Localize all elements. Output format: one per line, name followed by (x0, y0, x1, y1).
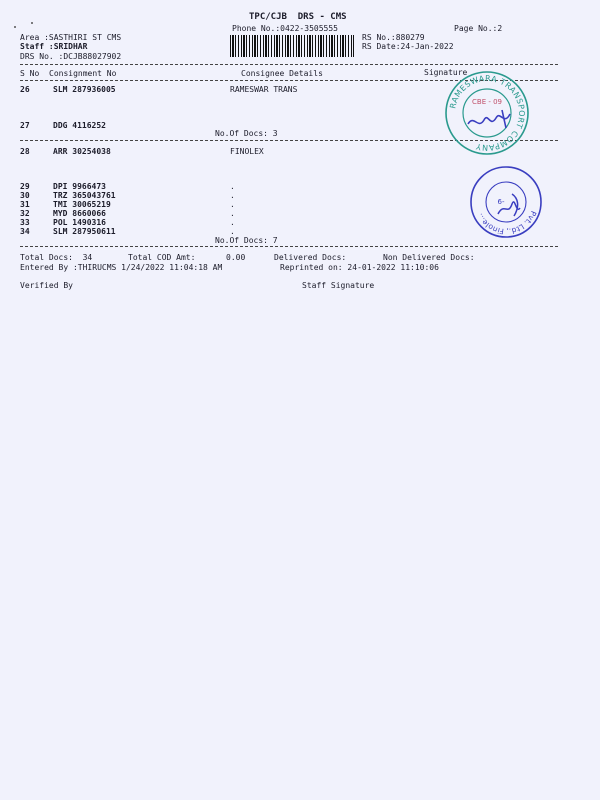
barcode (230, 35, 354, 57)
total-docs: Total Docs: 34 (20, 253, 93, 262)
stamp-center-text: CBE - 09 (472, 98, 502, 106)
row-sno: 26 (20, 85, 30, 94)
row-sno: 31 (20, 200, 30, 209)
total-cod-label: Total COD Amt: (128, 253, 196, 262)
row-sno: 33 (20, 218, 30, 227)
area-field: Area :SASTHIRI ST CMS (20, 33, 122, 42)
row-consignment: TMI 30065219 (53, 200, 111, 209)
row-consignment: TRZ 365043761 (53, 191, 116, 200)
row-consignment: ARR 30254038 (53, 147, 111, 156)
staff-field: Staff :SRIDHAR (20, 42, 88, 51)
row-consignment: POL 1490316 (53, 218, 106, 227)
row-consignee: . (230, 182, 235, 191)
row-sno: 30 (20, 191, 30, 200)
stamp-ring-text: RAMESWARA TRANSPORT COMPANY (448, 73, 527, 153)
row-consignment: SLM 287936005 (53, 85, 116, 94)
svg-text:Pvt. Ltd., Finole... (475, 210, 538, 236)
row-consignment: MYD 8660066 (53, 209, 106, 218)
col-header-signature: Signature (424, 68, 468, 77)
row-sno: 28 (20, 147, 30, 156)
verified-by-label: Verified By (20, 281, 73, 290)
col-header-consignee: Consignee Details (241, 69, 323, 78)
row-sno: 29 (20, 182, 30, 191)
rs-number: RS No.:880279 (362, 33, 425, 42)
row-consignee: . (230, 227, 235, 236)
handwritten-signature (468, 110, 510, 128)
staff-signature-label: Staff Signature (302, 281, 375, 290)
page-number: Page No.:2 (454, 24, 503, 33)
row-consignee: . (230, 191, 235, 200)
scan-speck (14, 26, 16, 28)
row-consignee: . (230, 209, 235, 218)
stamp-center-text: 6- (497, 198, 505, 206)
row-consignment: SLM 287950611 (53, 227, 116, 236)
group-doc-count: No.Of Docs: 7 (215, 236, 278, 245)
document-title: TPC/CJB DRS - CMS (249, 12, 347, 22)
divider (20, 64, 558, 65)
drs-number: DRS No. :DCJB88027902 (20, 52, 122, 61)
row-sno: 32 (20, 209, 30, 218)
row-consignee: . (230, 218, 235, 227)
total-cod-value: 0.00 (226, 253, 246, 262)
col-header-sno: S No (20, 69, 40, 78)
row-sno: 34 (20, 227, 30, 236)
rs-date: RS Date:24-Jan-2022 (362, 42, 454, 51)
scan-speck (31, 22, 33, 24)
row-consignment: DDG 4116252 (53, 121, 106, 130)
row-consignee: FINOLEX (230, 147, 264, 156)
finolex-seal-stamp (468, 164, 544, 240)
phone-number: Phone No.:0422-3505555 (232, 24, 338, 33)
svg-text:RAMESWARA TRANSPORT COMPANY (448, 74, 526, 152)
delivered-docs: Delivered Docs: (274, 253, 347, 262)
row-consignee: RAMESWAR TRANS (230, 85, 298, 94)
divider (20, 246, 558, 247)
company-seal-stamp (444, 70, 530, 156)
reprinted-on: Reprinted on: 24-01-2022 11:10:06 (280, 263, 439, 272)
group-doc-count: No.Of Docs: 3 (215, 129, 278, 138)
stamp-ring-text: Pvt. Ltd., Finole... (474, 209, 539, 237)
non-delivered-docs: Non Delivered Docs: (383, 253, 475, 262)
row-consignee: . (230, 200, 235, 209)
col-header-consignment: Consignment No (49, 69, 117, 78)
row-consignment: DPI 9966473 (53, 182, 106, 191)
row-sno: 27 (20, 121, 30, 130)
entered-by: Entered By :THIRUCMS 1/24/2022 11:04:18 AM (20, 263, 223, 272)
